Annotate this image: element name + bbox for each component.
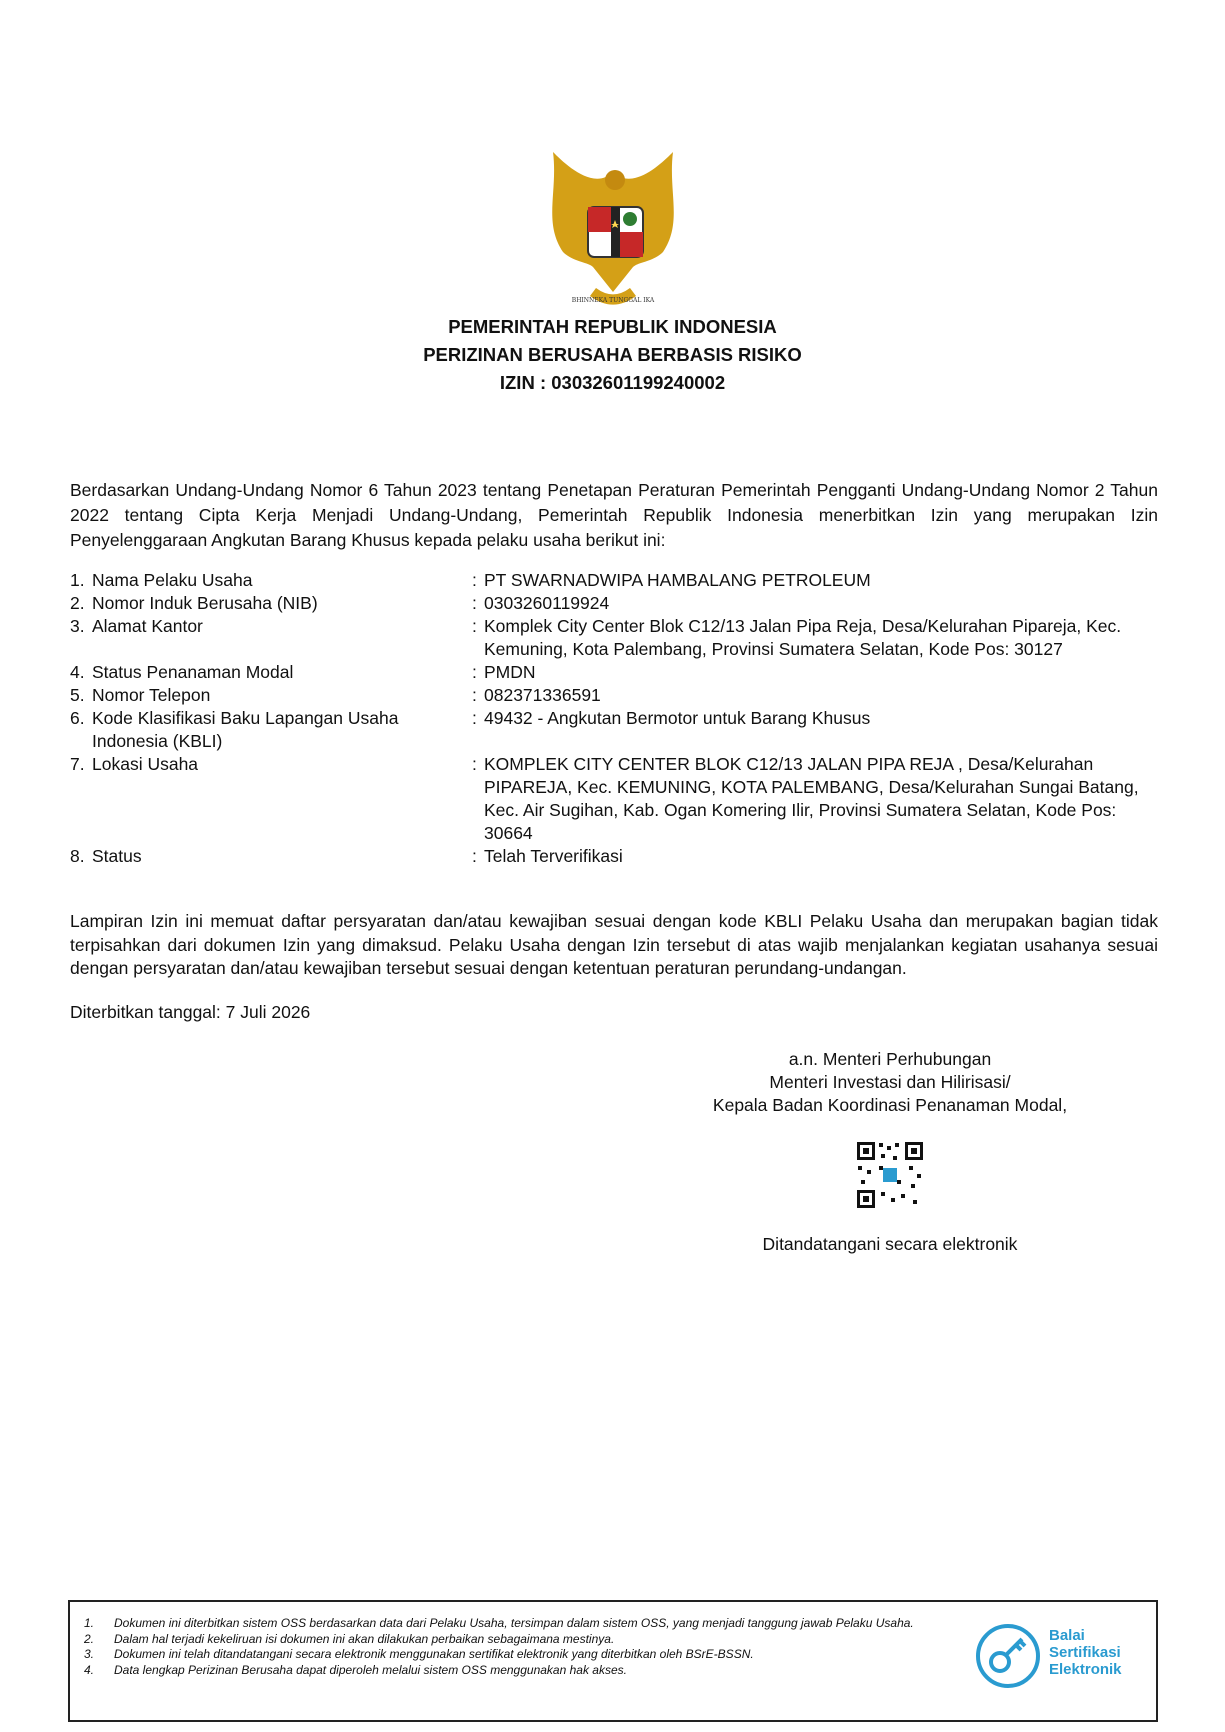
- bsre-line-3: Elektronik: [1049, 1661, 1122, 1678]
- field-value: 082371336591: [484, 685, 601, 705]
- field-label: Status Penanaman Modal: [92, 662, 294, 682]
- note-number: 3.: [84, 1647, 95, 1661]
- field-row: [70, 845, 1160, 868]
- garuda-emblem-icon: [533, 152, 693, 322]
- field-label: Kode Klasifikasi Baku Lapangan Usaha Indonesia (KBLI): [92, 708, 399, 751]
- note-number: 2.: [84, 1631, 95, 1646]
- footer-note: [84, 1632, 1044, 1648]
- field-colon: :: [472, 570, 477, 590]
- note-text: Dokumen ini diterbitkan sistem OSS berdasarkan data dari Pelaku Usaha, tersimpan dalam sistem OSS, yang menjadi tanggung jawab Pelaku Usaha.: [114, 1616, 914, 1630]
- field-colon: :: [472, 662, 477, 682]
- footer-note: [84, 1616, 1044, 1632]
- field-number: 7.: [70, 754, 85, 774]
- note-number: 4.: [84, 1662, 95, 1677]
- note-text: Dokumen ini telah ditandatangani secara elektronik menggunakan sertifikat elektronik yang diterbitkan oleh BSrE-BSSN.: [114, 1647, 754, 1661]
- field-value: 49432 - Angkutan Bermotor untuk Barang Khusus: [484, 708, 871, 728]
- permit-fields: [70, 569, 1160, 868]
- field-row: [70, 592, 1160, 615]
- bsre-line-1: Balai: [1049, 1627, 1085, 1644]
- bsre-line-2: Sertifikasi: [1049, 1644, 1121, 1661]
- footer-note: [84, 1663, 1044, 1679]
- field-row: [70, 753, 1160, 845]
- doc-heading-government: PEMERINTAH REPUBLIK INDONESIA: [448, 316, 777, 337]
- field-number: 6.: [70, 708, 85, 728]
- field-number: 1.: [70, 570, 85, 590]
- field-row: [70, 684, 1160, 707]
- footer-notes-box: [68, 1600, 1158, 1722]
- field-number: 4.: [70, 662, 85, 682]
- field-label: Nomor Induk Berusaha (NIB): [92, 593, 318, 613]
- field-label: Lokasi Usaha: [92, 754, 199, 774]
- signature-line-1: a.n. Menteri Perhubungan: [788, 1049, 992, 1069]
- intro-paragraph: Berdasarkan Undang-Undang Nomor 6 Tahun 2023 tentang Penetapan Peraturan Pemerintah Pengganti Undang-Undang Nomor 2 Tahun 2022 tentang Cipta Kerja Menjadi Undang-Undang, Pemerintah Republik Indonesia menerbitkan Izin yang merupakan Izin Penyelenggaraan Angkutan Barang Khusus kepada pelaku usaha berikut ini:: [70, 480, 1158, 550]
- bsre-logo: [974, 1622, 1134, 1692]
- field-colon: :: [472, 708, 477, 728]
- field-label: Nama Pelaku Usaha: [92, 570, 253, 590]
- field-value: PT SWARNADWIPA HAMBALANG PETROLEUM: [484, 570, 871, 590]
- field-number: 2.: [70, 593, 85, 613]
- field-number: 3.: [70, 616, 85, 636]
- field-label: Alamat Kantor: [92, 616, 203, 636]
- field-colon: :: [472, 846, 477, 866]
- field-colon: :: [472, 754, 477, 774]
- qr-code-icon: [855, 1140, 925, 1210]
- field-row: [70, 615, 1160, 661]
- note-number: 1.: [84, 1616, 95, 1630]
- field-colon: :: [472, 593, 477, 613]
- signature-line-2: Menteri Investasi dan Hilirisasi/: [769, 1072, 1011, 1092]
- field-value: KOMPLEK CITY CENTER BLOK C12/13 JALAN PIPA REJA , Desa/Kelurahan PIPAREJA, Kec. KEMUNING, KOTA PALEMBANG, Desa/Kelurahan Sungai Batang, Kec. Air Sugihan, Kab. Ogan Komering Ilir, Provinsi Sumatera Selatan, Kode Pos: 30664: [484, 754, 1139, 843]
- field-value: Telah Terverifikasi: [484, 846, 623, 866]
- field-label: Nomor Telepon: [92, 685, 211, 705]
- field-label: Status: [92, 846, 142, 866]
- doc-heading-permit-number: IZIN : 03032601199240002: [499, 372, 726, 393]
- svg-text:BHINNEKA TUNGGAL IKA: BHINNEKA TUNGGAL IKA: [571, 297, 655, 304]
- field-colon: :: [472, 616, 477, 636]
- bsre-key-icon: [974, 1622, 1042, 1690]
- closing-paragraph: Lampiran Izin ini memuat daftar persyaratan dan/atau kewajiban sesuai dengan kode KBLI Pelaku Usaha dan merupakan bagian tidak terpisahkan dari dokumen Izin yang dimaksud. Pelaku Usaha dengan Izin tersebut di atas wajib menjalankan kegiatan usahanya sesuai dengan persyaratan dan/atau kewajiban tersebut sesuai dengan ketentuan peraturan perundang-undangan.: [70, 911, 1158, 978]
- issue-date: Diterbitkan tanggal: 7 Juli 2026: [70, 1002, 311, 1022]
- field-colon: :: [472, 685, 477, 705]
- field-row: [70, 569, 1160, 592]
- field-value: Komplek City Center Blok C12/13 Jalan Pipa Reja, Desa/Kelurahan Pipareja, Kec. Kemuning, Kota Palembang, Provinsi Sumatera Selatan, Kode Pos: 30127: [484, 616, 1122, 659]
- note-text: Dalam hal terjadi kekeliruan isi dokumen ini akan dilakukan perbaikan sebagaimana mestinya.: [114, 1631, 615, 1646]
- field-value: PMDN: [484, 662, 536, 682]
- field-row: [70, 707, 1160, 753]
- field-number: 8.: [70, 846, 85, 866]
- signature-block: [690, 1048, 1090, 1117]
- footer-notes: [84, 1616, 1044, 1678]
- field-value: 0303260119924: [484, 593, 610, 613]
- footer-note: [84, 1647, 1044, 1663]
- note-text: Data lengkap Perizinan Berusaha dapat diperoleh melalui sistem OSS menggunakan hak akses.: [114, 1662, 627, 1677]
- doc-heading-permit-type: PERIZINAN BERUSAHA BERBASIS RISIKO: [423, 344, 802, 365]
- field-number: 5.: [70, 685, 85, 705]
- bsre-text: [1049, 1627, 1122, 1678]
- electronic-signature-note: Ditandatangani secara elektronik: [762, 1234, 1018, 1254]
- signature-line-3: Kepala Badan Koordinasi Penanaman Modal,: [712, 1095, 1068, 1115]
- field-row: [70, 661, 1160, 684]
